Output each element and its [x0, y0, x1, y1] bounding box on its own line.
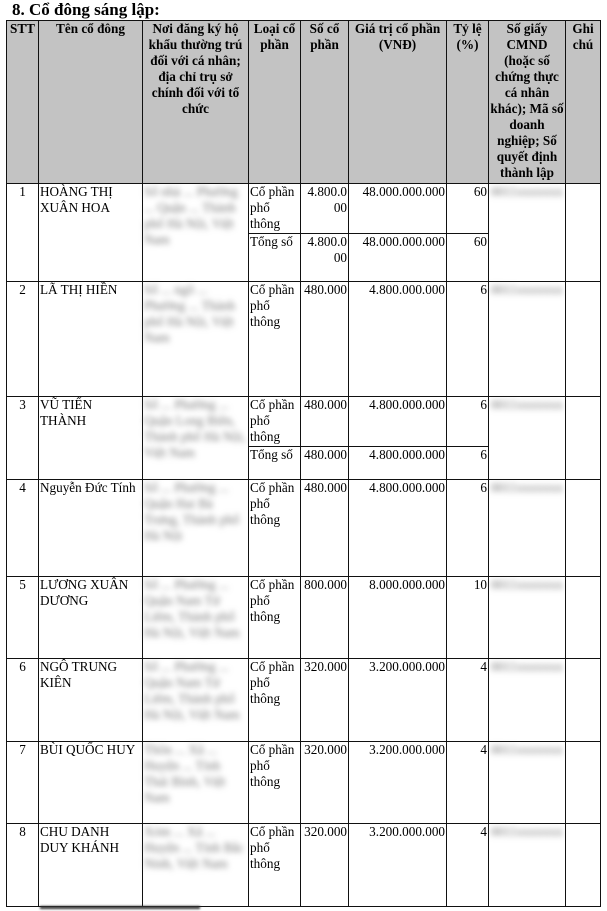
header-ratio: Tỷ lệ (%) [447, 21, 489, 184]
cell-share-type: Cổ phần phổ thông [249, 824, 301, 907]
cell-address: Số ... Phường ... Quận Nam Từ Liêm, Thành phố Hà Nội, Việt Nam [143, 659, 249, 742]
cell-value: 48.000.000.000 [349, 184, 447, 234]
cell-id-number: 0011xxxxxxx [489, 577, 566, 659]
cell-address: Thôn ... Xã ... Huyện ... Tỉnh Thái Bình, Việt Nam [143, 742, 249, 824]
header-id: Số giấy CMND (hoặc số chứng thực cá nhân khác); Mã số doanh nghiệp; Số quyết định thành lập [489, 21, 566, 184]
cell-stt: 1 [7, 184, 39, 282]
header-name: Tên cổ đông [39, 21, 143, 184]
cell-note [566, 397, 601, 480]
cell-name: CHU DANH DUY KHÁNH [39, 824, 143, 907]
cell-address: Số nhà ... Phường ... Quận ... Thành phố Hà Nội, Việt Nam [143, 184, 249, 282]
cell-address: Số ... Phường ... Quận Hai Bà Trưng, Thành phố Hà Nội [143, 480, 249, 577]
cell-shares: 320.000 [301, 659, 349, 742]
cell-note [566, 742, 601, 824]
cell-share-type: Tổng số [249, 234, 301, 282]
cell-value: 48.000.000.000 [349, 234, 447, 282]
footer-fragment [40, 906, 200, 909]
table-row [7, 824, 601, 907]
cell-address: Số ... ngõ ... Phường ... Thành phố Hà Nội, Việt Nam [143, 282, 249, 397]
cell-name: BÙI QUỐC HUY [39, 742, 143, 824]
header-note: Ghi chú [566, 21, 601, 184]
cell-shares: 480.000 [301, 397, 349, 447]
cell-name: LÃ THỊ HIỀN [39, 282, 143, 397]
cell-note [566, 282, 601, 397]
header-row [7, 21, 601, 184]
cell-note [566, 480, 601, 577]
cell-id-number: 0011xxxxxxx [489, 659, 566, 742]
cell-share-type: Cổ phần phổ thông [249, 659, 301, 742]
cell-ratio: 6 [447, 282, 489, 397]
cell-ratio: 4 [447, 742, 489, 824]
cell-value: 4.800.000.000 [349, 447, 447, 480]
cell-id-number: 0011xxxxxxx [489, 824, 566, 907]
cell-ratio: 60 [447, 234, 489, 282]
cell-share-type: Cổ phần phổ thông [249, 397, 301, 447]
table-row [7, 184, 601, 234]
table-row [7, 282, 601, 397]
cell-shares: 320.000 [301, 824, 349, 907]
cell-id-number: 0011xxxxxxx [489, 282, 566, 397]
cell-name: HOÀNG THỊ XUÂN HOA [39, 184, 143, 282]
table-row [7, 742, 601, 824]
table-row [7, 480, 601, 577]
header-address: Nơi đăng ký hộ khẩu thường trú đối với cá nhân; địa chỉ trụ sở chính đối với tổ chức [143, 21, 249, 184]
header-stt: STT [7, 21, 39, 184]
cell-shares: 480.000 [301, 480, 349, 577]
cell-ratio: 10 [447, 577, 489, 659]
cell-ratio: 4 [447, 659, 489, 742]
cell-id-number: 0011xxxxxxx [489, 184, 566, 282]
cell-value: 4.800.000.000 [349, 480, 447, 577]
cell-id-number: 0011xxxxxxx [489, 480, 566, 577]
cell-ratio: 6 [447, 397, 489, 447]
cell-share-type: Cổ phần phổ thông [249, 480, 301, 577]
cell-stt: 3 [7, 397, 39, 480]
cell-id-number: 0011xxxxxxx [489, 742, 566, 824]
cell-shares: 800.000 [301, 577, 349, 659]
cell-shares: 4.800.000 [301, 184, 349, 234]
table-row [7, 577, 601, 659]
cell-stt: 7 [7, 742, 39, 824]
cell-note [566, 824, 601, 907]
cell-shares: 320.000 [301, 742, 349, 824]
cell-ratio: 60 [447, 184, 489, 234]
table-row [7, 659, 601, 742]
cell-ratio: 6 [447, 480, 489, 577]
cell-stt: 6 [7, 659, 39, 742]
cell-value: 8.000.000.000 [349, 577, 447, 659]
cell-note [566, 577, 601, 659]
header-type: Loại cổ phần [249, 21, 301, 184]
cell-address: Số ... Phường ... Quận Long Biên, Thành phố Hà Nội, Việt Nam [143, 397, 249, 480]
cell-value: 3.200.000.000 [349, 742, 447, 824]
cell-share-type: Cổ phần phổ thông [249, 184, 301, 234]
cell-value: 3.200.000.000 [349, 824, 447, 907]
cell-ratio: 6 [447, 447, 489, 480]
cell-name: NGÔ TRUNG KIÊN [39, 659, 143, 742]
shareholders-table [6, 20, 601, 907]
cell-note [566, 659, 601, 742]
cell-shares: 480.000 [301, 447, 349, 480]
cell-shares: 4.800.000 [301, 234, 349, 282]
cell-value: 4.800.000.000 [349, 397, 447, 447]
cell-stt: 2 [7, 282, 39, 397]
cell-address: Xóm ... Xã ... Huyện ... Tỉnh Bắc Ninh, Việt Nam [143, 824, 249, 907]
cell-stt: 4 [7, 480, 39, 577]
cell-id-number: 0011xxxxxxx [489, 397, 566, 480]
cell-share-type: Cổ phần phổ thông [249, 577, 301, 659]
section-heading: 8. Cổ đông sáng lập: [12, 0, 160, 19]
cell-stt: 5 [7, 577, 39, 659]
cell-stt: 8 [7, 824, 39, 907]
cell-address: Số ... Phường ... Quận Nam Từ Liêm, Thành phố Hà Nội, Việt Nam [143, 577, 249, 659]
cell-shares: 480.000 [301, 282, 349, 397]
header-value: Giá trị cổ phần (VNĐ) [349, 21, 447, 184]
cell-name: VŨ TIẾN THÀNH [39, 397, 143, 480]
header-shares: Số cổ phần [301, 21, 349, 184]
cell-note [566, 184, 601, 282]
cell-share-type: Cổ phần phổ thông [249, 742, 301, 824]
table-row [7, 397, 601, 447]
cell-name: Nguyễn Đức Tính [39, 480, 143, 577]
cell-value: 4.800.000.000 [349, 282, 447, 397]
cell-ratio: 4 [447, 824, 489, 907]
cell-share-type: Tổng số [249, 447, 301, 480]
cell-value: 3.200.000.000 [349, 659, 447, 742]
cell-share-type: Cổ phần phổ thông [249, 282, 301, 397]
cell-name: LƯƠNG XUÂN DƯƠNG [39, 577, 143, 659]
